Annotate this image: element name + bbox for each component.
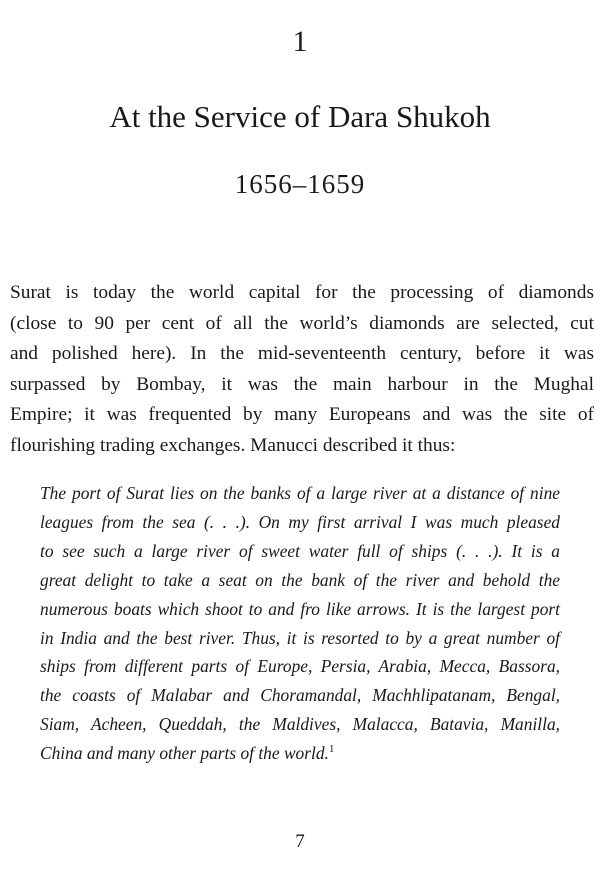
chapter-years: 1656–1659 xyxy=(234,169,366,199)
quote-line: in India and the best river. Thus, it is resorted to by a great number of xyxy=(40,627,560,648)
block-quote xyxy=(40,479,560,768)
body-line: (close to 90 per cent of all the world’s diamonds are selected, cut xyxy=(10,312,594,334)
chapter-title: At the Service of Dara Shukoh xyxy=(109,99,491,134)
body-line: surpassed by Bombay, it was the main harbour in the Mughal xyxy=(10,373,594,395)
quote-line-final xyxy=(40,739,560,768)
body-line: and polished here). In the mid-seventeenth century, before it was xyxy=(10,343,594,365)
quote-line: great delight to take a seat on the bank of the river and behold the xyxy=(40,569,560,590)
page-number: 7 xyxy=(295,831,305,852)
quote-line: leagues from the sea (. . .). On my first arrival I was much pleased xyxy=(40,511,560,532)
body-line: flourishing trading exchanges. Manucci described it thus: xyxy=(10,434,456,456)
footnote-reference[interactable]: 1 xyxy=(328,743,335,756)
body-paragraph xyxy=(10,278,594,462)
quote-line: numerous boats which shoot to and fro like arrows. It is the largest port xyxy=(40,598,560,619)
quote-line: the coasts of Malabar and Choramandal, Machhlipatanam, Bengal, xyxy=(40,685,560,706)
quote-line-text: China and many other parts of the world. xyxy=(40,743,329,764)
chapter-number: 1 xyxy=(292,25,308,58)
body-line: Surat is today the world capital for the processing of diamonds xyxy=(10,282,594,303)
body-line: Empire; it was frequented by many Europeans and was the site of xyxy=(10,404,594,426)
quote-line: to see such a large river of sweet water full of ships (. . .). It is a xyxy=(40,540,560,561)
quote-line: Siam, Acheen, Queddah, the Maldives, Malacca, Batavia, Manilla, xyxy=(40,714,560,735)
quote-line: The port of Surat lies on the banks of a large river at a distance of nine xyxy=(40,483,560,503)
quote-line: ships from different parts of Europe, Persia, Arabia, Mecca, Bassora, xyxy=(40,656,560,677)
